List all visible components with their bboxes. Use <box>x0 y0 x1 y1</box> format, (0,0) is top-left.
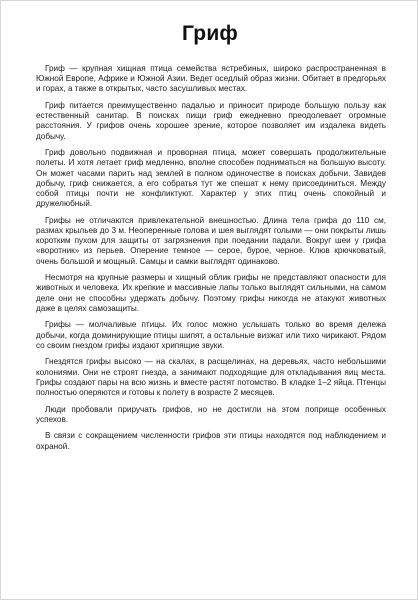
paragraph: Грифы не отличаются привлекательной внешностью. Длина тела грифа до 110 см, размах крыльев до 3 м. Неоперенные голова и шея выглядят голыми — они покрыты лишь коротким пухом для защиты от загрязнения при поедании падали. Вокруг шеи у грифа «воротник» из перьев. Оперение темное — серое, бурое, черное. Клюв крючковатый, очень большой и мощный. Самцы и самки выглядят одинаково. <box>36 215 386 266</box>
paragraph: Гриф питается преимущественно падалью и приносит природе большую пользу как естественный санитар. В поисках пищи гриф ежедневно преодолевает огромные расстояния. У грифов очень хорошее зрение, которое позволяет им издалека видеть добычу. <box>36 101 386 141</box>
paragraph: Люди пробовали приручать грифов, но не достигли на этом поприще особенных успехов. <box>36 404 386 424</box>
page-title: Гриф <box>181 22 239 45</box>
paragraph: Грифы — молчаливые птицы. Их голос можно услышать только во время дележа добычи, когда доминирующие птицы шипят, а остальные визжат или тихо чирикают. Рядом со своим гнездом грифы издают хрипящие звуки. <box>36 320 386 350</box>
paragraph: Гриф — крупная хищная птица семейства ястребиных, широко распространенная в Южной Европе, Африке и Южной Азии. Ведет оседлый образ жизни. Обитает в предгорьях и горах, а также в открытых, часто засушливых местах. <box>36 64 386 94</box>
paragraph: Гнездятся грифы высоко — на скалах, в расщелинах, на деревьях, часто небольшими колониями. Они не строят гнезда, а занимают подходящие для откладывания яиц места. Грифы создают пары на всю жизнь и вместе растят потомство. В кладке 1–2 яйца. Птенцы полностью оперяются и готовы к полету в возрасте 2 месяцев. <box>36 357 386 398</box>
paragraph: В связи с сокращением численности грифов эти птицы находятся под наблюдением и охраной. <box>36 431 386 451</box>
article-body <box>36 64 386 458</box>
paragraph: Гриф довольно подвижная и проворная птица, может совершать продолжительные полеты. И хотя летает гриф медленно, вполне способен подниматься на большую высоту. Он может часами парить над землей в полном одиночестве в поисках добычи. Завидев добычу, гриф снижается, а его собратья тут же спешат к нему присоединиться. Между собой птицы почти не конфликтуют. Характер у этих птиц очень спокойный и дружелюбный. <box>36 148 386 209</box>
paragraph: Несмотря на крупные размеры и хищный облик грифы не представляют опасности для животных и человека. Их крепкие и массивные лапы только выглядят сильными, на самом деле они не способны удержать добычу. Поэтому грифы никогда не атакуют животных даже в целях самозащиты. <box>36 273 386 313</box>
